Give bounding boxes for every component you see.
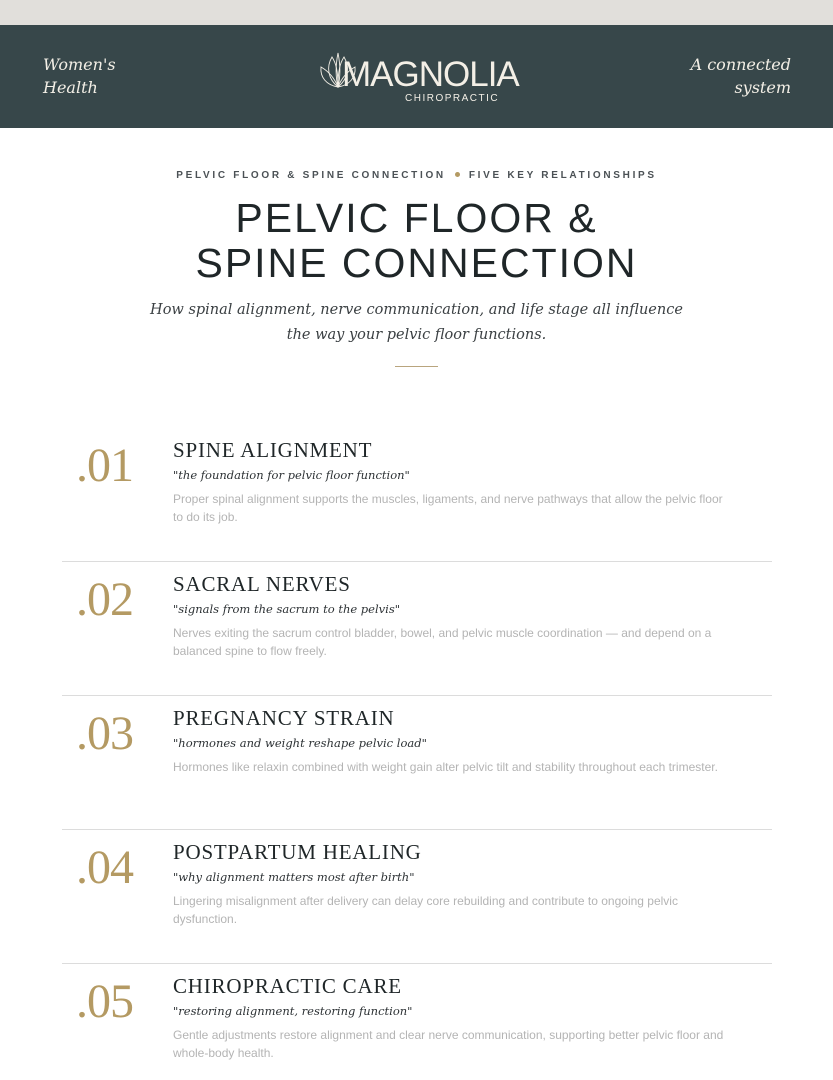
item-number: .03 bbox=[76, 707, 133, 760]
item-quote: "hormones and weight reshape pelvic load" bbox=[173, 736, 427, 750]
item-description: Hormones like relaxin combined with weight gain alter pelvic tilt and stability throughout each trimester. bbox=[173, 760, 718, 774]
item-description: Nerves exiting the sacrum control bladder, bowel, and pelvic muscle coordination — and depend on a balanced spine to flow freely. bbox=[173, 626, 712, 658]
list-item bbox=[62, 696, 772, 830]
item-quote: "why alignment matters most after birth" bbox=[173, 870, 415, 884]
item-title: SACRAL NERVES bbox=[173, 572, 351, 596]
magnolia-logo[interactable] bbox=[318, 47, 518, 109]
page-title: PELVIC FLOOR & SPINE CONNECTION bbox=[195, 195, 638, 286]
item-title: PREGNANCY STRAIN bbox=[173, 706, 395, 730]
item-number: .04 bbox=[76, 841, 133, 894]
item-number: .01 bbox=[76, 439, 133, 492]
item-title: CHIROPRACTIC CARE bbox=[173, 974, 402, 998]
list-item bbox=[62, 830, 772, 964]
page-subtitle: How spinal alignment, nerve communication, and life stage all influence the way your pelvic floor functions. bbox=[150, 302, 683, 343]
logo-wordmark: MAGNOLIA bbox=[342, 55, 519, 94]
eyebrow-label: PELVIC FLOOR & SPINE CONNECTION FIVE KEY RELATIONSHIPS bbox=[176, 170, 657, 181]
item-number: .05 bbox=[76, 975, 133, 1028]
title-divider bbox=[395, 366, 438, 367]
item-description: Proper spinal alignment supports the muscles, ligaments, and nerve pathways that allow the pelvic floor to do its job. bbox=[173, 492, 723, 524]
header-left-tagline: Women's Health bbox=[43, 55, 116, 97]
item-number: .02 bbox=[76, 573, 133, 626]
relationship-list bbox=[62, 428, 772, 1080]
item-description: Lingering misalignment after delivery can delay core rebuilding and contribute to ongoing pelvic dysfunction. bbox=[173, 894, 678, 926]
item-title: SPINE ALIGNMENT bbox=[173, 438, 373, 462]
item-quote: "signals from the sacrum to the pelvis" bbox=[173, 602, 401, 616]
site-header bbox=[0, 25, 833, 128]
list-item bbox=[62, 562, 772, 696]
bullet-dot-icon bbox=[455, 172, 460, 177]
item-quote: "restoring alignment, restoring function" bbox=[173, 1004, 413, 1018]
header-right-tagline: A connected system bbox=[690, 55, 791, 97]
logo-subtitle: CHIROPRACTIC bbox=[405, 93, 500, 104]
list-item bbox=[62, 428, 772, 562]
top-strip bbox=[0, 0, 833, 25]
item-description: Gentle adjustments restore alignment and clear nerve communication, supporting better pelvic floor and whole-body health. bbox=[173, 1028, 724, 1060]
item-quote: "the foundation for pelvic floor function" bbox=[173, 468, 410, 482]
list-item bbox=[62, 964, 772, 1080]
item-title: POSTPARTUM HEALING bbox=[173, 840, 422, 864]
